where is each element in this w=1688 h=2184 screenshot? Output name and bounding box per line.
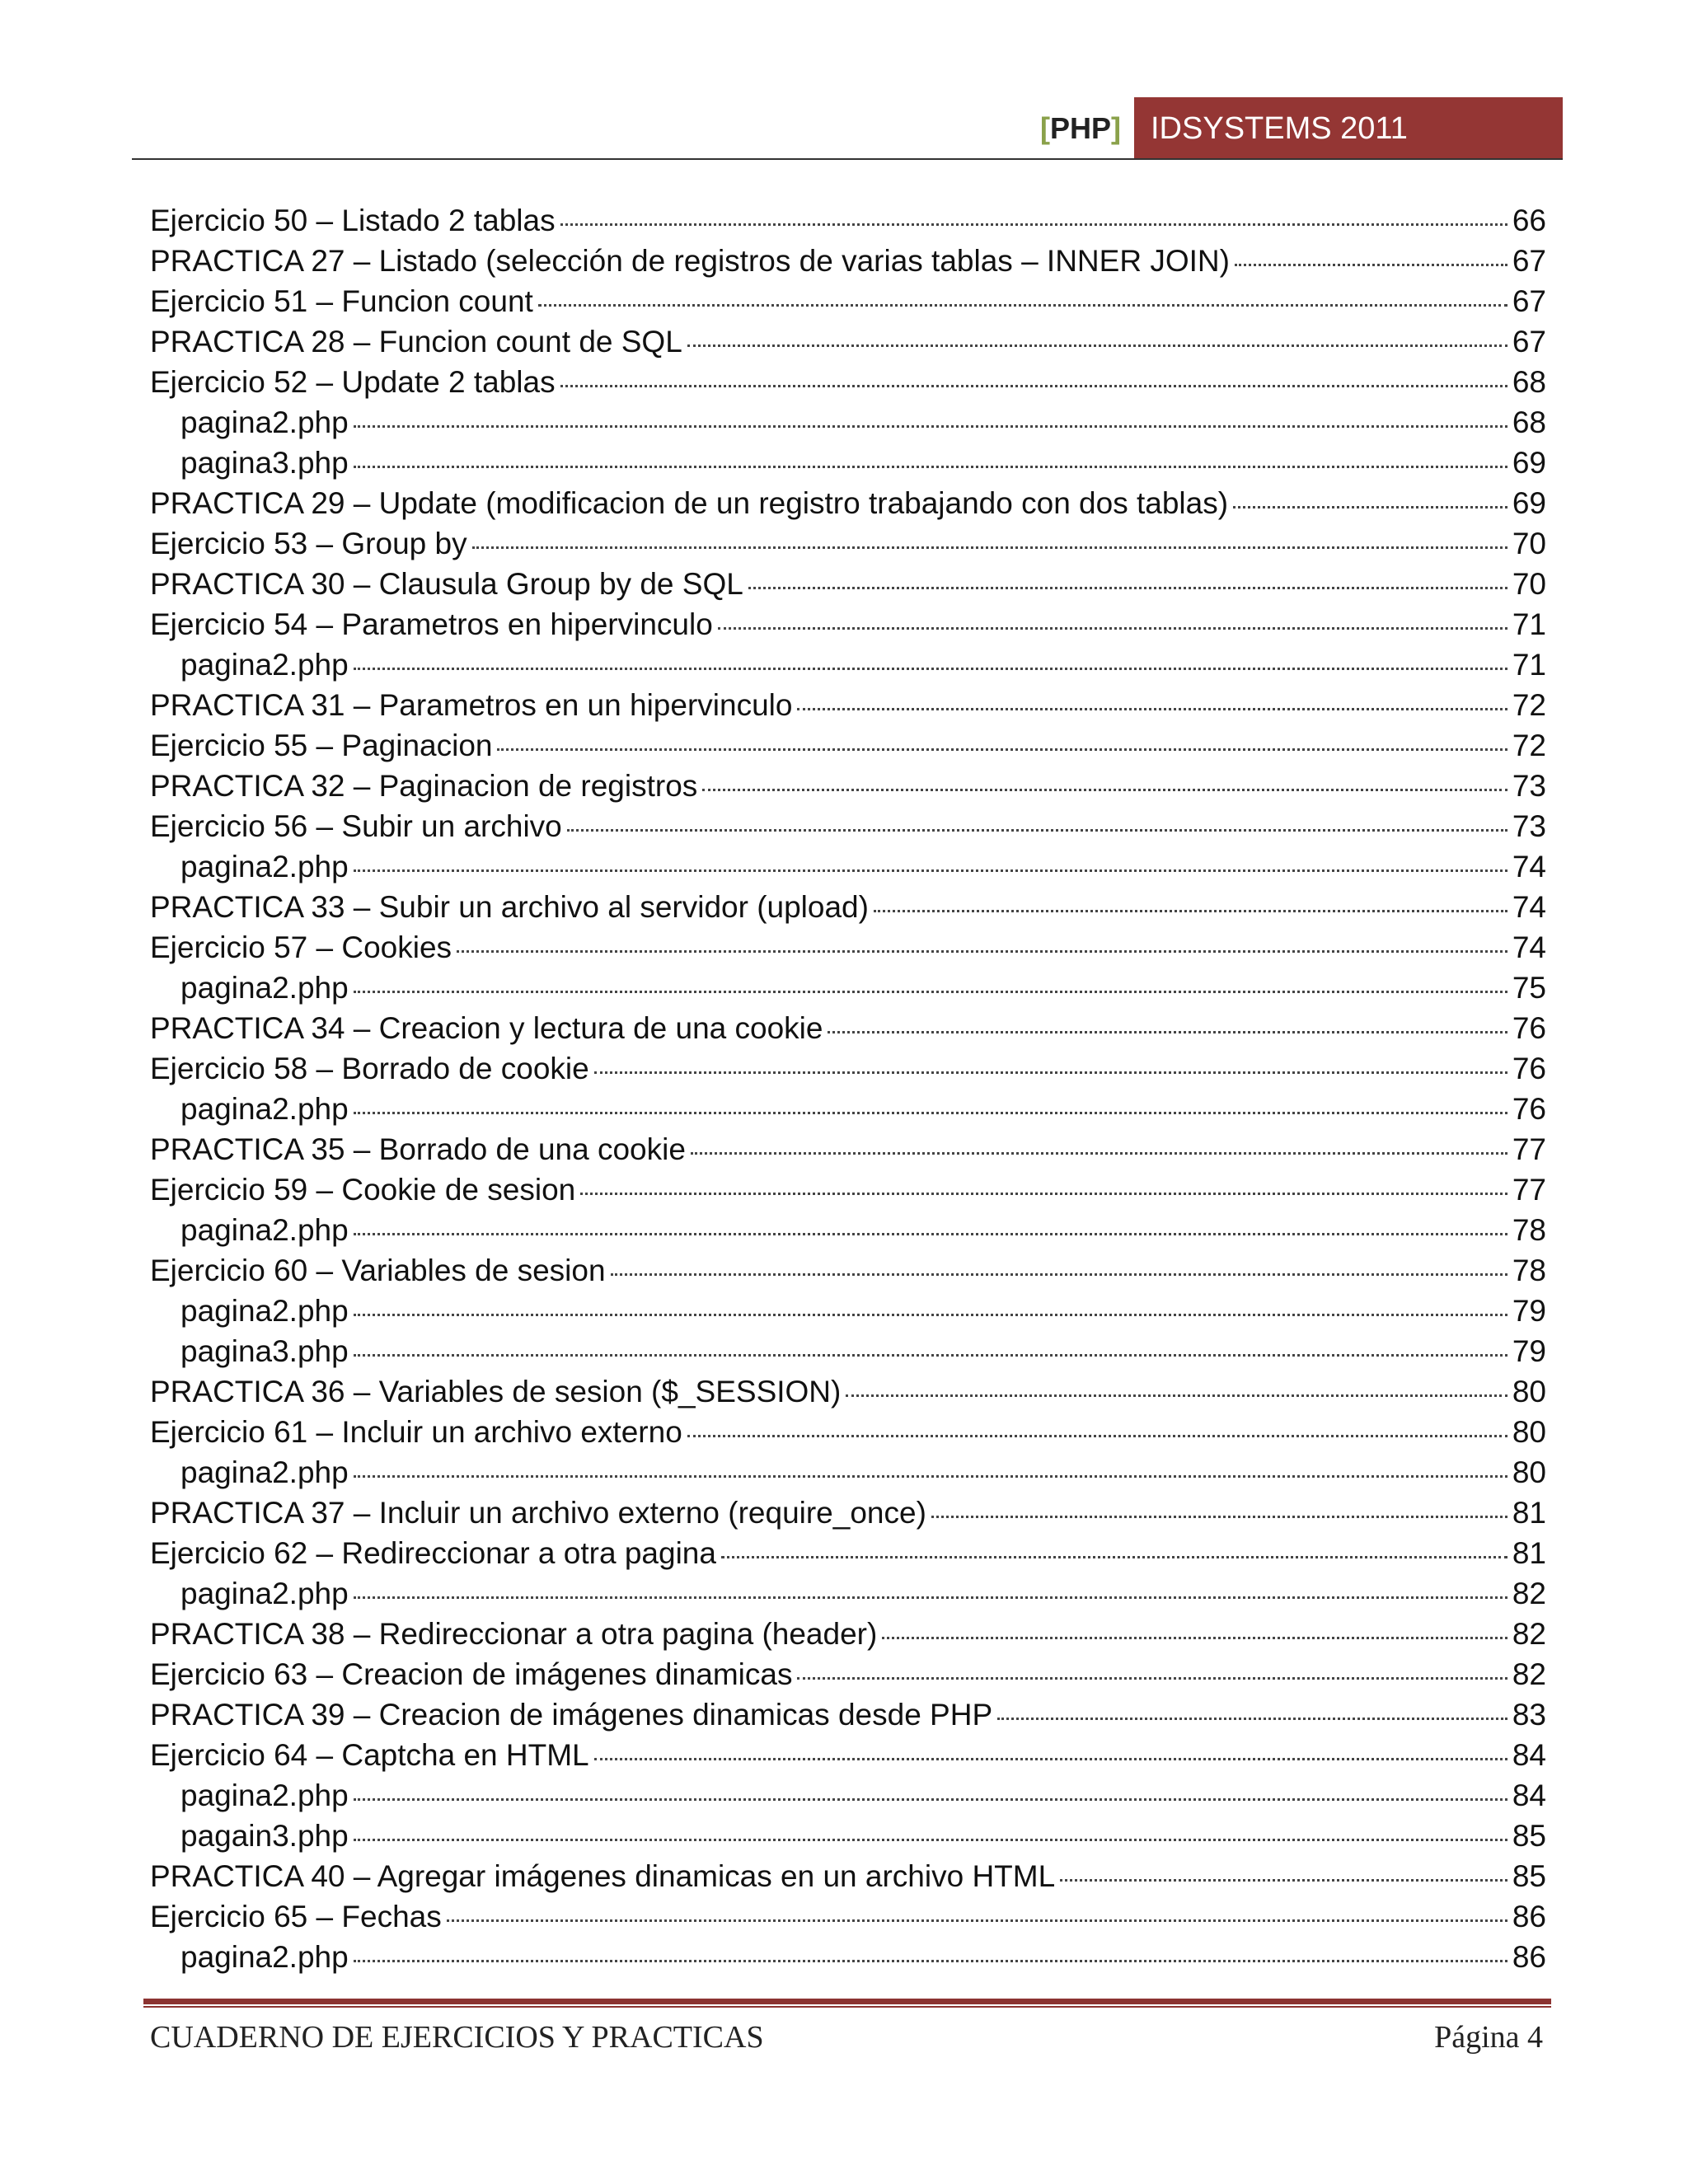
toc-entry-title: Ejercicio 50 – Listado 2 tablas [150, 204, 556, 237]
toc-entry-title: pagina2.php [181, 1294, 349, 1328]
toc-entry-page: 82 [1512, 1617, 1546, 1651]
toc-entry-page: 85 [1512, 1819, 1546, 1853]
toc-leader-dots [354, 425, 1507, 428]
toc-entry[interactable] [150, 1371, 1546, 1412]
toc-entry[interactable] [150, 1089, 1546, 1129]
toc-leader-dots [797, 708, 1507, 710]
toc-entry[interactable] [150, 1816, 1546, 1856]
toc-entry[interactable] [150, 766, 1546, 806]
toc-leader-dots [354, 466, 1507, 468]
toc-entry-title: Ejercicio 52 – Update 2 tablas [150, 365, 556, 399]
toc-leader-dots [748, 587, 1507, 589]
toc-entry-page: 71 [1512, 648, 1546, 682]
toc-entry[interactable] [150, 1493, 1546, 1533]
table-of-contents [150, 200, 1546, 1977]
toc-entry[interactable] [150, 1937, 1546, 1977]
toc-leader-dots [567, 829, 1507, 832]
toc-entry-page: 73 [1512, 809, 1546, 843]
toc-entry-page: 77 [1512, 1173, 1546, 1207]
toc-entry-page: 76 [1512, 1052, 1546, 1085]
header-title: IDSYSTEMS 2011 [1151, 111, 1408, 146]
toc-entry-title: Ejercicio 55 – Paginacion [150, 729, 493, 762]
toc-entry-page: 79 [1512, 1334, 1546, 1368]
toc-entry-page: 85 [1512, 1859, 1546, 1893]
toc-entry[interactable] [150, 1008, 1546, 1048]
toc-entry[interactable] [150, 281, 1546, 321]
toc-entry-title: Ejercicio 53 – Group by [150, 527, 467, 560]
toc-entry-title: PRACTICA 35 – Borrado de una cookie [150, 1132, 686, 1166]
toc-entry[interactable] [150, 1533, 1546, 1573]
toc-entry-title: Ejercicio 64 – Captcha en HTML [150, 1738, 589, 1772]
toc-entry-page: 78 [1512, 1213, 1546, 1247]
toc-leader-dots [354, 1354, 1507, 1357]
toc-entry-title: pagina2.php [181, 971, 349, 1005]
toc-leader-dots [354, 1233, 1507, 1235]
toc-entry-title: PRACTICA 27 – Listado (selección de registros de varias tablas – INNER JOIN) [150, 244, 1230, 278]
toc-leader-dots [594, 1758, 1507, 1760]
toc-entry[interactable] [150, 523, 1546, 564]
footer-rule [143, 1999, 1551, 2008]
toc-entry[interactable] [150, 806, 1546, 846]
page-header [132, 97, 1563, 160]
toc-entry-page: 75 [1512, 971, 1546, 1005]
toc-entry[interactable] [150, 1775, 1546, 1816]
toc-entry-title: pagina3.php [181, 1334, 349, 1368]
toc-entry-page: 66 [1512, 204, 1546, 237]
toc-entry-page: 82 [1512, 1577, 1546, 1610]
toc-entry-title: PRACTICA 33 – Subir un archivo al servidor (upload) [150, 890, 869, 924]
toc-leader-dots [354, 1112, 1507, 1114]
toc-entry-title: pagina2.php [181, 1213, 349, 1247]
toc-entry-title: pagain3.php [181, 1819, 349, 1853]
toc-leader-dots [560, 223, 1507, 226]
toc-entry-page: 69 [1512, 446, 1546, 480]
toc-entry[interactable] [150, 1856, 1546, 1896]
toc-leader-dots [472, 546, 1507, 549]
toc-entry-page: 69 [1512, 486, 1546, 520]
toc-entry-page: 80 [1512, 1455, 1546, 1489]
toc-entry-title: pagina3.php [181, 446, 349, 480]
toc-entry-page: 68 [1512, 405, 1546, 439]
toc-entry-title: Ejercicio 56 – Subir un archivo [150, 809, 562, 843]
toc-entry-title: PRACTICA 39 – Creacion de imágenes dinamicas desde PHP [150, 1698, 993, 1732]
toc-leader-dots [560, 385, 1507, 387]
toc-entry-page: 74 [1512, 890, 1546, 924]
toc-entry[interactable] [150, 725, 1546, 766]
footer-title: CUADERNO DE EJERCICIOS Y PRACTICAS [150, 2020, 764, 2055]
toc-entry-page: 86 [1512, 1940, 1546, 1974]
toc-entry[interactable] [150, 644, 1546, 685]
toc-entry[interactable] [150, 1291, 1546, 1331]
toc-entry-page: 83 [1512, 1698, 1546, 1732]
toc-entry[interactable] [150, 927, 1546, 968]
toc-entry-title: PRACTICA 31 – Parametros en un hipervinculo [150, 688, 793, 722]
toc-entry-title: pagina2.php [181, 1577, 349, 1610]
toc-leader-dots [1233, 506, 1507, 509]
toc-entry-page: 80 [1512, 1375, 1546, 1408]
toc-entry-title: Ejercicio 60 – Variables de sesion [150, 1254, 606, 1287]
toc-leader-dots [1060, 1879, 1507, 1882]
toc-entry-page: 78 [1512, 1254, 1546, 1287]
toc-entry[interactable] [150, 402, 1546, 443]
toc-entry[interactable] [150, 1129, 1546, 1169]
toc-entry-page: 80 [1512, 1415, 1546, 1449]
toc-leader-dots [354, 668, 1507, 670]
toc-entry[interactable] [150, 1735, 1546, 1775]
toc-entry-page: 79 [1512, 1294, 1546, 1328]
toc-entry-title: PRACTICA 28 – Funcion count de SQL [150, 325, 682, 359]
toc-entry-title: PRACTICA 40 – Agregar imágenes dinamicas en un archivo HTML [150, 1859, 1056, 1893]
toc-entry-page: 77 [1512, 1132, 1546, 1166]
toc-entry-page: 74 [1512, 850, 1546, 883]
toc-entry-title: pagina2.php [181, 1940, 349, 1974]
toc-entry[interactable] [150, 443, 1546, 483]
header-rule [132, 158, 1563, 160]
toc-entry-title: pagina2.php [181, 1779, 349, 1812]
toc-leader-dots [997, 1718, 1507, 1720]
toc-entry-page: 72 [1512, 688, 1546, 722]
toc-entry-page: 81 [1512, 1536, 1546, 1570]
toc-entry[interactable] [150, 200, 1546, 241]
toc-leader-dots [457, 950, 1507, 953]
toc-leader-dots [797, 1677, 1507, 1680]
toc-entry-title: PRACTICA 36 – Variables de sesion ($_SESSION) [150, 1375, 842, 1408]
toc-entry-page: 72 [1512, 729, 1546, 762]
toc-entry[interactable] [150, 1452, 1546, 1493]
toc-entry-page: 71 [1512, 607, 1546, 641]
toc-entry[interactable] [150, 1694, 1546, 1735]
bracket-open: [ [1039, 111, 1050, 145]
toc-leader-dots [702, 789, 1507, 791]
toc-leader-dots [354, 1960, 1507, 1962]
toc-entry-page: 73 [1512, 769, 1546, 803]
toc-entry[interactable] [150, 1573, 1546, 1614]
toc-entry[interactable] [150, 321, 1546, 362]
toc-leader-dots [354, 1475, 1507, 1478]
toc-entry-title: Ejercicio 54 – Parametros en hipervinculo [150, 607, 713, 641]
toc-leader-dots [882, 1637, 1507, 1639]
toc-entry[interactable] [150, 1331, 1546, 1371]
toc-leader-dots [687, 344, 1507, 347]
toc-entry[interactable] [150, 1048, 1546, 1089]
toc-entry[interactable] [150, 1250, 1546, 1291]
toc-entry[interactable] [150, 1614, 1546, 1654]
toc-entry[interactable] [150, 1412, 1546, 1452]
toc-leader-dots [828, 1031, 1507, 1033]
toc-leader-dots [497, 748, 1507, 751]
toc-entry-title: PRACTICA 38 – Redireccionar a otra pagina (header) [150, 1617, 878, 1651]
toc-entry[interactable] [150, 1169, 1546, 1210]
toc-entry-title: pagina2.php [181, 1092, 349, 1126]
toc-entry-page: 68 [1512, 365, 1546, 399]
toc-entry-title: Ejercicio 61 – Incluir un archivo externo [150, 1415, 682, 1449]
toc-entry[interactable] [150, 604, 1546, 644]
toc-leader-dots [580, 1193, 1507, 1195]
toc-entry-page: 76 [1512, 1092, 1546, 1126]
toc-leader-dots [931, 1516, 1507, 1518]
toc-leader-dots [354, 1798, 1507, 1801]
toc-leader-dots [354, 869, 1507, 872]
toc-entry-title: Ejercicio 58 – Borrado de cookie [150, 1052, 589, 1085]
toc-entry-page: 74 [1512, 930, 1546, 964]
toc-entry-page: 70 [1512, 567, 1546, 601]
toc-entry-title: Ejercicio 59 – Cookie de sesion [150, 1173, 576, 1207]
toc-entry-title: PRACTICA 29 – Update (modificacion de un registro trabajando con dos tablas) [150, 486, 1229, 520]
toc-entry-title: pagina2.php [181, 405, 349, 439]
toc-entry[interactable] [150, 685, 1546, 725]
toc-entry[interactable] [150, 1654, 1546, 1694]
toc-entry-title: pagina2.php [181, 648, 349, 682]
toc-entry-page: 67 [1512, 244, 1546, 278]
toc-entry-page: 84 [1512, 1738, 1546, 1772]
toc-entry-page: 76 [1512, 1011, 1546, 1045]
toc-leader-dots [691, 1152, 1507, 1155]
php-tag-label: PHP [1049, 111, 1111, 145]
toc-leader-dots [874, 910, 1507, 912]
header-title-box [1134, 97, 1563, 160]
toc-entry[interactable] [150, 241, 1546, 281]
toc-entry[interactable] [150, 846, 1546, 887]
toc-entry[interactable] [150, 362, 1546, 402]
toc-leader-dots [354, 991, 1507, 993]
footer-page-number: Página 4 [1434, 2020, 1543, 2055]
toc-entry-title: pagina2.php [181, 850, 349, 883]
php-tag [1040, 107, 1121, 150]
toc-leader-dots [354, 1596, 1507, 1599]
toc-leader-dots [538, 304, 1507, 307]
toc-entry[interactable] [150, 1210, 1546, 1250]
toc-leader-dots [447, 1919, 1507, 1922]
toc-entry-title: Ejercicio 51 – Funcion count [150, 284, 533, 318]
bracket-close: ] [1111, 111, 1121, 145]
toc-leader-dots [687, 1435, 1507, 1437]
toc-entry[interactable] [150, 887, 1546, 927]
toc-entry[interactable] [150, 968, 1546, 1008]
toc-leader-dots [846, 1394, 1507, 1397]
toc-entry-page: 86 [1512, 1900, 1546, 1933]
toc-entry-title: PRACTICA 32 – Paginacion de registros [150, 769, 698, 803]
toc-entry[interactable] [150, 483, 1546, 523]
toc-entry-page: 82 [1512, 1657, 1546, 1691]
toc-entry-page: 67 [1512, 284, 1546, 318]
toc-entry-page: 67 [1512, 325, 1546, 359]
toc-entry-title: Ejercicio 57 – Cookies [150, 930, 452, 964]
toc-leader-dots [594, 1071, 1507, 1074]
toc-entry[interactable] [150, 564, 1546, 604]
toc-entry-title: pagina2.php [181, 1455, 349, 1489]
toc-entry-page: 81 [1512, 1496, 1546, 1530]
toc-entry-title: PRACTICA 30 – Clausula Group by de SQL [150, 567, 743, 601]
toc-leader-dots [611, 1273, 1507, 1276]
toc-entry-title: Ejercicio 62 – Redireccionar a otra pagina [150, 1536, 716, 1570]
toc-leader-dots [1235, 264, 1507, 266]
toc-entry-page: 70 [1512, 527, 1546, 560]
toc-entry[interactable] [150, 1896, 1546, 1937]
toc-entry-title: Ejercicio 65 – Fechas [150, 1900, 442, 1933]
toc-leader-dots [354, 1314, 1507, 1316]
toc-entry-page: 84 [1512, 1779, 1546, 1812]
toc-entry-title: Ejercicio 63 – Creacion de imágenes dinamicas [150, 1657, 793, 1691]
toc-leader-dots [718, 627, 1507, 630]
toc-leader-dots [354, 1839, 1507, 1841]
toc-leader-dots [721, 1556, 1507, 1558]
toc-entry-title: PRACTICA 34 – Creacion y lectura de una cookie [150, 1011, 823, 1045]
toc-entry-title: PRACTICA 37 – Incluir un archivo externo (require_once) [150, 1496, 926, 1530]
